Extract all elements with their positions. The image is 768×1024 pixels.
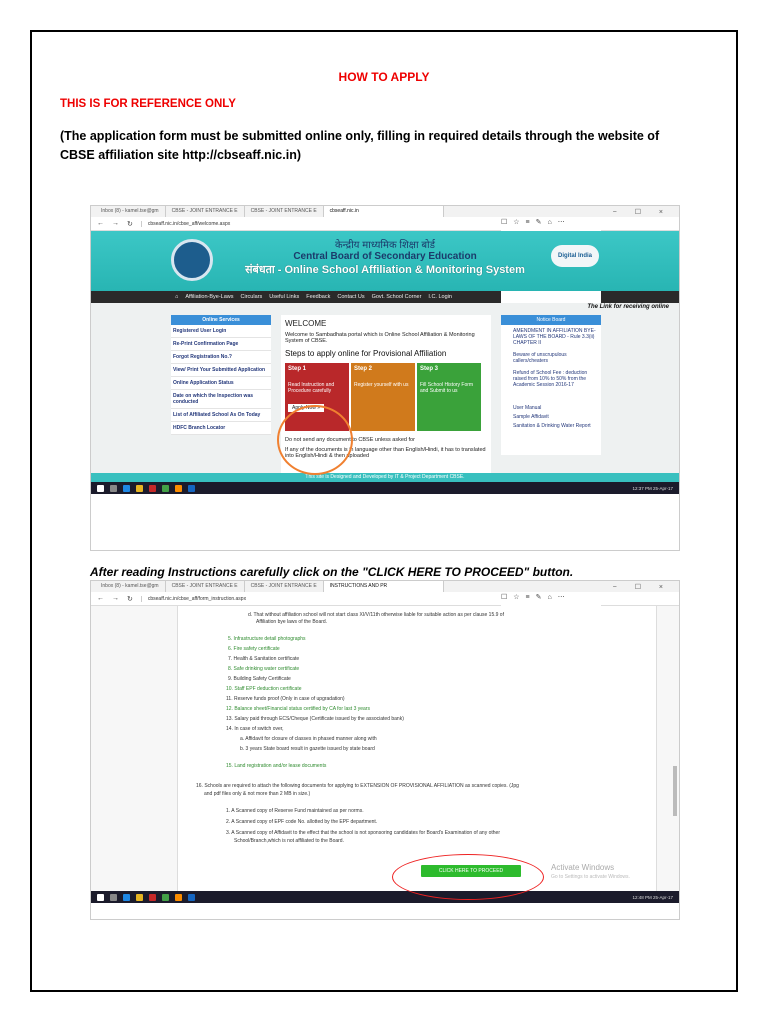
site-footer: This site is Designed and Developed by IT & Project Department CBSE. (91, 473, 679, 482)
notice-text: If any of the documents is in language other than English/Hindi, it has to translated into English/Hindi & then uploaded (285, 447, 486, 459)
cbse-emblem-icon (171, 239, 213, 281)
back-icon[interactable]: ← (97, 220, 104, 227)
nav-item[interactable]: Affiliation-Bye-Laws (185, 294, 234, 300)
screenshot-welcome (90, 205, 680, 551)
app-icon[interactable] (149, 485, 156, 492)
page-heading: HOW TO APPLY (338, 70, 430, 84)
instruction-line: a. Affidavit for closure of classes in phased manner along with (240, 736, 377, 742)
edge-icon[interactable] (123, 894, 130, 901)
app-icon[interactable] (175, 485, 182, 492)
service-link[interactable]: Forgot Registration No.? (171, 351, 271, 364)
browser-tab[interactable]: Inbox (8) - kamel.tse@gm (95, 206, 166, 217)
link-item[interactable]: Sample Affidavit (513, 414, 549, 420)
step-text: Read Instruction and Procedure carefully (288, 382, 335, 394)
app-icon[interactable] (149, 894, 156, 901)
refresh-icon[interactable]: ↻ (127, 220, 133, 228)
refresh-icon[interactable]: ↻ (127, 595, 133, 603)
instruction-line: School/Branch,which is not affiliated to the Board. (234, 838, 344, 844)
window-controls[interactable]: − ☐ × (612, 583, 671, 591)
instruction-line: 11. Reserve funds proof (Only in case of upgradation) (226, 696, 345, 702)
app-icon[interactable] (162, 485, 169, 492)
folder-icon[interactable] (136, 485, 143, 492)
instruction-line: 6. Fire safety certificate (228, 646, 280, 652)
taskbar-clock: 12:48 PM 25-Apr-17 (632, 894, 673, 900)
taskbar-clock: 12:37 PM 25-Apr-17 (632, 485, 673, 491)
window-controls[interactable]: − ☐ × (612, 208, 671, 216)
link-item[interactable]: User Manual (513, 405, 542, 411)
browser-tab-active[interactable]: cbseaff.nic.in (324, 206, 444, 217)
windows-taskbar (91, 482, 679, 494)
notice-text: Do not send any document to CBSE unless asked for (285, 437, 415, 443)
forward-icon[interactable]: → (112, 595, 119, 602)
instruction-line: 5. Infrastructure detail photographs (228, 636, 306, 642)
browser-tab-active[interactable]: INSTRUCTIONS AND PR (324, 581, 444, 592)
welcome-title: WELCOME (285, 319, 327, 328)
english-title: Central Board of Secondary Education (293, 251, 477, 262)
word-icon[interactable] (188, 485, 195, 492)
news-ticker[interactable]: The Link for receiving online (587, 304, 669, 310)
instruction-line: 13. Salary paid through ECS/Cheque (Certificate issued by the associated bank) (226, 716, 404, 722)
browser-toolbar-icons[interactable]: ☐☆≡✎⌂⋯ (501, 593, 601, 733)
notice-item[interactable]: Beware of unscrupulous callers/cheaters (513, 352, 567, 364)
steps-title: Steps to apply online for Provisional Affiliation (285, 349, 447, 358)
activate-windows-watermark: Activate Windows (551, 863, 615, 872)
home-icon[interactable]: ⌂ (175, 294, 179, 300)
step-2-card[interactable] (351, 363, 415, 431)
app-icon[interactable] (175, 894, 182, 901)
caption: After reading Instructions carefully click on the "CLICK HERE TO PROCEED" button. (90, 565, 574, 579)
instruction-line: 3. A Scanned copy of Affidavit to the effect that the school is not sponsoring candidates for Board's Examination of any other (226, 830, 500, 836)
address-bar (91, 592, 679, 606)
link-item[interactable]: Sanitation & Drinking Water Report (513, 423, 591, 429)
browser-tab[interactable]: CBSE - JOINT ENTRANCE E (166, 206, 245, 217)
cbse-banner (91, 231, 679, 291)
nav-item[interactable]: I.C. Login (428, 294, 452, 300)
welcome-text: Welcome to Sambadhata portal which is Online School Affiliation & Monitoring System of CBSE. (285, 332, 475, 344)
instruction-line: 15. Land registration and/or lease documents (226, 763, 327, 769)
word-icon[interactable] (188, 894, 195, 901)
notice-board (501, 315, 601, 455)
highlight-circle (392, 854, 544, 900)
forward-icon[interactable]: → (112, 220, 119, 227)
instruction-line: 10. Staff EPF deduction certificate (226, 686, 302, 692)
step-title: Step 3 (420, 366, 439, 372)
start-icon[interactable] (97, 894, 104, 901)
folder-icon[interactable] (136, 894, 143, 901)
apply-now-button[interactable]: Apply Now » (288, 404, 324, 412)
service-link[interactable]: Re-Print Confirmation Page (171, 338, 271, 351)
instruction-line: 12. Balance sheet/Financial status certified by CA for last 3 years (226, 706, 370, 712)
instruction-line: b. 3 years State board result in gazette issued by state board (240, 746, 375, 752)
search-icon[interactable] (110, 485, 117, 492)
browser-tab[interactable]: CBSE - JOINT ENTRANCE E (245, 206, 324, 217)
browser-tab[interactable]: CBSE - JOINT ENTRANCE E (166, 581, 245, 592)
instruction-line: 9. Building Safety Certificate (228, 676, 291, 682)
click-here-to-proceed-button[interactable]: CLICK HERE TO PROCEED (421, 865, 521, 877)
edge-icon[interactable] (123, 485, 130, 492)
instruction-line: 1. A Scanned copy of Reserve Fund maintained as per norms. (226, 808, 364, 814)
search-icon[interactable] (110, 894, 117, 901)
service-link[interactable]: Online Application Status (171, 377, 271, 390)
instruction-line: Affiliation bye laws of the Board. (256, 619, 328, 625)
step-title: Step 1 (288, 366, 307, 372)
app-icon[interactable] (162, 894, 169, 901)
instruction-line: 7. Health & Sanitation certificate (228, 656, 300, 662)
online-services-header: Online Services (171, 315, 271, 325)
instructions-document (177, 606, 657, 891)
browser-tabs (91, 581, 679, 592)
start-icon[interactable] (97, 485, 104, 492)
url-field[interactable]: cbseaff.nic.in/cbse_aff/welcome.aspx (141, 221, 673, 227)
service-link[interactable]: Date on which the Inspection was conducted (171, 390, 271, 409)
browser-tab[interactable]: CBSE - JOINT ENTRANCE E (245, 581, 324, 592)
hindi-title: केन्द्रीय माध्यमिक शिक्षा बोर्ड (335, 240, 435, 251)
browser-toolbar-icons[interactable]: ☐☆≡✎⌂⋯ (501, 218, 601, 358)
welcome-main (91, 303, 679, 473)
system-title: संबंधता - Online School Affiliation & Monitoring System (245, 264, 525, 276)
instruction-line: 8. Safe drinking water certificate (228, 666, 300, 672)
activate-windows-subtext: Go to Settings to activate Windows. (551, 874, 630, 880)
url-field[interactable]: cbseaff.nic.in/cbse_aff/form_instruction.aspx (141, 596, 673, 602)
digital-india-logo: Digital India (551, 245, 599, 267)
instruction-line: 14. In case of switch over, (226, 726, 284, 732)
reference-note: THIS IS FOR REFERENCE ONLY (60, 98, 236, 110)
nav-item[interactable]: Useful Links (269, 294, 300, 300)
address-bar (91, 217, 679, 231)
back-icon[interactable]: ← (97, 595, 104, 602)
notice-item[interactable]: AMENDMENT IN AFFILIATION BYE-LAWS OF THE BOARD - Rule 3.3(ii) CHAPTER II (513, 328, 596, 346)
step-text: Fill School History Form and Submit to us (420, 382, 474, 394)
step-3-card[interactable] (417, 363, 481, 431)
notice-item[interactable]: Refund of School Fee : deduction raised from 10% to 50% from the Academic Session 2016-17 (513, 370, 588, 388)
instruction-line: and pdf files only & not more than 2 MB in size.) (204, 791, 311, 797)
service-link[interactable]: View/ Print Your Submitted Application (171, 364, 271, 377)
service-link[interactable]: HDFC Branch Locator (171, 422, 271, 435)
nav-item[interactable]: Circulars (240, 294, 263, 300)
browser-tabs (91, 206, 679, 217)
online-services-panel (171, 315, 271, 435)
instruction-line: d. That without affiliation school will not start class XI/V/11th otherwise liable for suitable action as per clause 15.9 of (248, 612, 504, 618)
instruction-note: (The application form must be submitted online only, filling in required details through the website of CBSE affiliation site http://cbseaff.nic.in) (60, 129, 660, 162)
step-title: Step 2 (354, 366, 373, 372)
nav-item[interactable]: Govt. School Corner (371, 294, 422, 300)
step-text: Register yourself with us (354, 382, 409, 388)
windows-taskbar (91, 891, 679, 903)
instruction-line: 2. A Scanned copy of EPF code No. allotted by the EPF department. (226, 819, 378, 825)
screenshot-instructions (90, 580, 680, 920)
service-link[interactable]: Registered User Login (171, 325, 271, 338)
instruction-line: 16. Schools are required to attach the following documents for applying to EXTENSION OF PROVISIONAL AFFILIATION as scanned copies. (Jpg (196, 783, 519, 789)
instructions-page (91, 606, 679, 891)
nav-item[interactable]: Feedback (306, 294, 331, 300)
nav-item[interactable]: Contact Us (337, 294, 365, 300)
notice-board-header: Notice Board (501, 315, 601, 325)
service-link[interactable]: List of Affiliated School As On Today (171, 409, 271, 422)
scrollbar-thumb[interactable] (673, 766, 677, 816)
highlight-circle (277, 405, 353, 475)
browser-tab[interactable]: Inbox (8) - kamel.tse@gm (95, 581, 166, 592)
